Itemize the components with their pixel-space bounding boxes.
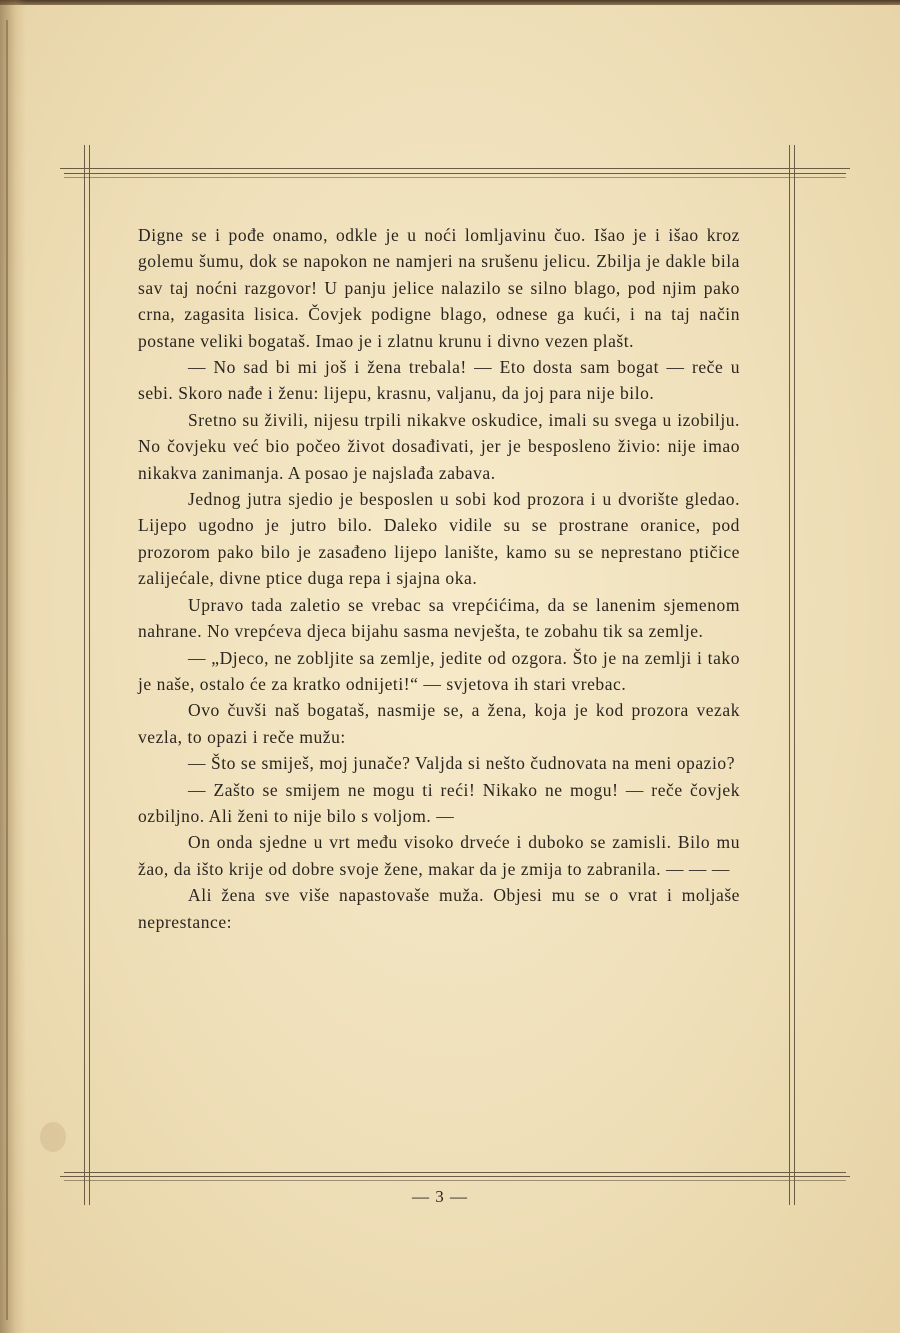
paragraph-5: Upravo tada zaletio se vrebac sa vrepćićima, da se lanenim sjemenom nahrane. No vrepćeva djeca bijahu sasma nevješta, te zobahu tik sa zemlje. xyxy=(138,594,740,642)
book-spine-line xyxy=(6,20,8,1320)
frame-top-rule-third xyxy=(64,177,846,178)
paragraph-10: On onda sjedne u vrt među visoko drveće i duboko se zamisli. Bilo mu žao, da išto krije od dobre svoje žene, makar da je zmija to zabranila. — — — xyxy=(138,832,740,879)
page-number: — 3 — xyxy=(412,1187,468,1206)
page-top-edge xyxy=(0,0,900,5)
frame-right-rule-inner xyxy=(789,145,790,1205)
paragraph-9: — Zašto se smijem ne mogu ti reći! Nikako ne mogu! — reče čovjek ozbiljno. Ali ženi to nije bilo s voljom. — xyxy=(138,779,740,826)
paragraph-7: Ovo čuvši naš bogataš, nasmije se, a žena, koja je kod prozora vezak vezla, to opazi i reče mužu: xyxy=(138,700,740,747)
frame-right-rule-outer xyxy=(794,145,795,1205)
frame-left-rule-inner xyxy=(89,145,90,1205)
paragraph-11: Ali žena sve više napastovaše muža. Objesi mu se o vrat i moljaše neprestance: xyxy=(138,885,740,932)
paragraph-1: Digne se i pođe onamo, odkle je u noći lomljavinu čuo. Išao je i išao kroz golemu šumu, dok se napokon ne namjeri na srušenu jelicu. Zbilja je dakle bila sav taj noćni razgovor! U panju jelice nalazilo se silno blago, pod njim pako crna, zagasita lisica. Čovjek podigne blago, odnese ga kući, i na taj način postane veliki bogataš. Imao je i zlatnu krunu i divno vezen plašt. xyxy=(138,225,740,351)
paragraph-2: — No sad bi mi još i žena trebala! — Eto dosta sam bogat — reče u sebi. Skoro nađe i ženu: lijepu, krasnu, valjanu, da joj para nije bilo. xyxy=(138,357,740,404)
frame-top-rule-inner xyxy=(64,173,846,174)
paragraph-3: Sretno su živili, nijesu trpili nikakve oskudice, imali su svega u izobilju. No čovjeku već bio počeo život dosađivati, jer je besposleno živio: nije imao nikakva zanimanja. A posao je najslađa zabava. xyxy=(138,409,740,483)
story-text-block xyxy=(138,222,740,935)
paper-stain xyxy=(40,1122,66,1152)
frame-left-rule-outer xyxy=(84,145,85,1205)
paragraph-8: — Što se smiješ, moj junače? Valjda si nešto čudnovata na meni opazio? xyxy=(188,753,736,774)
paragraph-4: Jednog jutra sjedio je besposlen u sobi kod prozora i u dvorište gledao. Lijepo ugodno je jutro bilo. Daleko vidile su se prostrane oranice, pod prozorom pako bilo je zasađeno lijepo lanište, kamo su se neprestano ptičice zalijećale, divne ptice duga repa i sjajna oka. xyxy=(138,489,740,589)
paragraph-6: — „Djeco, ne zobljite sa zemlje, jedite od ozgora. Što je na zemlji i tako je naše, ostalo će za kratko odnijeti!“ — svjetova ih stari vrebac. xyxy=(138,647,740,694)
frame-top-rule-outer xyxy=(60,168,850,169)
frame-bottom-rule-outer xyxy=(64,1172,846,1173)
frame-bottom-rule-third xyxy=(64,1180,846,1181)
frame-bottom-rule-inner xyxy=(60,1176,850,1177)
book-spine-shadow xyxy=(0,0,26,1333)
